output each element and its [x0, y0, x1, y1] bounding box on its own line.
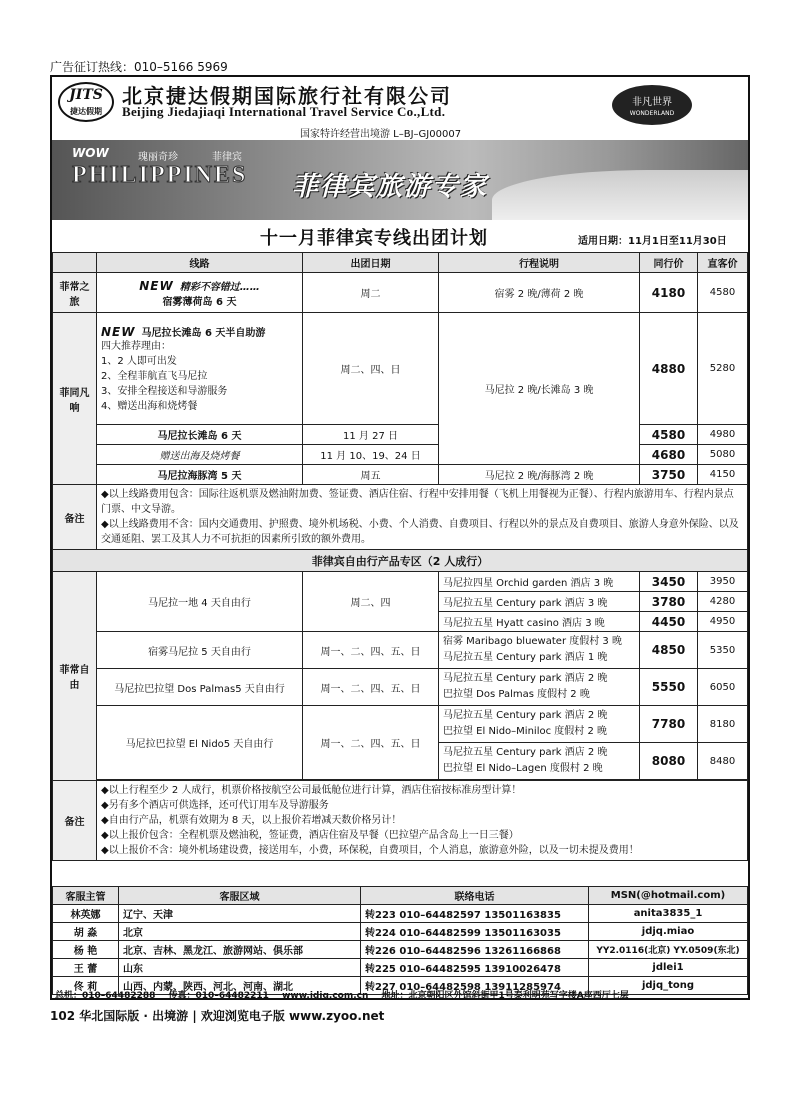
table-row	[53, 273, 748, 313]
contact-region: 辽宁、天津	[119, 905, 361, 923]
direct-price: 4150	[698, 465, 748, 485]
beach-image	[492, 170, 748, 220]
footer-address: 地址：北京朝阳区外馆斜街甲1号泰利明苑写字楼A座西厅七层	[381, 991, 629, 1001]
contact-name: 杨 艳	[53, 941, 119, 959]
header-direct-price: 直客价	[698, 253, 748, 273]
direct-price: 4280	[698, 592, 748, 612]
table-row	[53, 632, 748, 669]
date-cell: 周二	[303, 273, 439, 313]
notes-row	[53, 485, 748, 550]
company-name-en: Beijing Jiedajiaqi International Travel Service Co.,Ltd.	[122, 104, 446, 119]
jits-logo	[58, 82, 114, 122]
philippines-banner	[52, 140, 748, 220]
contact-header-row	[53, 887, 748, 905]
reasons-title: 四大推荐理由：	[101, 340, 171, 352]
note-item: ◆自由行产品，机票有效期为 8 天，以上报价若增减天数价格另计！	[101, 815, 402, 826]
contact-header: 客服主管	[53, 887, 119, 905]
note-item: ◆以上报价不含：境外机场建设费，接送用车，小费，环保税，自费项目，个人消息，旅游意外险，以及一切未提及费用！	[101, 845, 639, 856]
hotel-line: 巴拉望 Dos Palmas 度假村 2 晚	[443, 689, 590, 700]
direct-price: 4950	[698, 612, 748, 632]
wonder-cn: 非凡世界	[632, 97, 672, 108]
hotel-line: 马尼拉五星 Century park 酒店 2 晚	[443, 710, 608, 721]
contact-header: 客服区域	[119, 887, 361, 905]
table-row	[53, 465, 748, 485]
page-footer: 102 华北国际版 · 出境游 | 欢迎浏览电子版 www.zyoo.net	[50, 1009, 385, 1023]
contact-name: 林英娜	[53, 905, 119, 923]
direct-price: 8180	[698, 706, 748, 743]
footer-tel: 总机：010–64482288	[55, 991, 156, 1001]
peer-price: 4580	[640, 425, 698, 445]
hotel-cell: 马尼拉五星 Century park 酒店 3 晚	[439, 592, 640, 612]
date-cell: 周二、四、日	[303, 313, 439, 425]
free-travel-section-title: 菲律宾自由行产品专区（2 人成行）	[53, 550, 748, 572]
notes-cell	[97, 781, 748, 861]
date-cell: 周一、二、四、五、日	[303, 632, 439, 669]
note-item: ◆以上线路费用不含：国内交通费用、护照费、境外机场税、小费、个人消费、自费项目、行程以外的景点及自费项目、旅游人身意外保险、以及交通延阻、罢工及其人力不可抗拒的因素所引致的额外费用。	[101, 519, 739, 545]
route-cell	[97, 273, 303, 313]
note-label: 备注	[53, 485, 97, 550]
contact-table	[52, 886, 748, 995]
hotel-line: 巴拉望 El Nido–Lagen 度假村 2 晚	[443, 763, 603, 774]
contact-row	[53, 905, 748, 923]
contact-msn: jdlei1	[589, 959, 748, 977]
direct-price: 8480	[698, 743, 748, 780]
direct-price: 4580	[698, 273, 748, 313]
banner-slogan: 菲律宾旅游专家	[292, 172, 489, 202]
reason-item: 1、2 人即可出发	[101, 355, 177, 367]
desc-cell: 马尼拉 2 晚/海豚湾 2 晚	[439, 465, 640, 485]
peer-price: 4180	[640, 273, 698, 313]
wonderland-logo	[612, 85, 692, 125]
peer-price: 4880	[640, 313, 698, 425]
contact-msn: YY2.0116(北京) YY.0509(东北)	[589, 941, 748, 959]
peer-price: 4450	[640, 612, 698, 632]
contact-region: 北京	[119, 923, 361, 941]
contact-msn: anita3835_1	[589, 905, 748, 923]
reason-item: 4、赠送出海和烧烤餐	[101, 400, 198, 412]
hotel-cell	[439, 743, 640, 780]
banner-tag1: 瑰丽奇珍	[138, 152, 178, 163]
contact-name: 胡 淼	[53, 923, 119, 941]
route-name: 宿雾马尼拉 5 天自由行	[97, 632, 303, 669]
date-cell: 周一、二、四、五、日	[303, 706, 439, 780]
direct-price: 4980	[698, 425, 748, 445]
contact-phone: 转226 010–64482596 13261166868	[361, 941, 589, 959]
note-item: ◆以上行程至少 2 人成行，机票价格按航空公司最低舱位进行计算，酒店住宿按标准房型计算！	[101, 785, 522, 796]
new-badge: NEW	[139, 278, 174, 293]
apply-date: 适用日期：11月1日至11月30日	[578, 236, 727, 247]
promo-text: 精彩不容错过……	[179, 281, 260, 293]
company-name-cn: 北京捷达假期国际旅行社有限公司	[122, 84, 452, 108]
direct-price: 5280	[698, 313, 748, 425]
hotel-cell: 马尼拉四星 Orchid garden 酒店 3 晚	[439, 572, 640, 592]
date-cell: 周五	[303, 465, 439, 485]
header-date: 出团日期	[303, 253, 439, 273]
direct-price: 3950	[698, 572, 748, 592]
section-row	[53, 550, 748, 572]
hotel-cell	[439, 706, 640, 743]
hotel-cell	[439, 669, 640, 706]
contact-region: 山东	[119, 959, 361, 977]
category-label: 菲常之旅	[53, 273, 97, 313]
footer-web[interactable]: www.jdjq.com.cn	[282, 991, 369, 1001]
peer-price: 3450	[640, 572, 698, 592]
desc-cell: 宿雾 2 晚/薄荷 2 晚	[439, 273, 640, 313]
table-row	[53, 313, 748, 425]
category-label: 菲同凡响	[53, 313, 97, 485]
route-name: 宿雾薄荷岛 6 天	[162, 296, 237, 308]
hotel-cell	[439, 632, 640, 669]
contact-name: 佟 莉	[53, 977, 119, 995]
date-cell: 11 月 27 日	[303, 425, 439, 445]
plan-title: 十一月菲律宾专线出团计划	[260, 228, 488, 249]
desc-cell: 马尼拉 2 晚/长滩岛 3 晚	[439, 313, 640, 465]
new-badge: NEW	[101, 324, 136, 339]
logo-text: JITS	[69, 87, 103, 103]
hotel-line: 马尼拉五星 Century park 酒店 2 晚	[443, 673, 608, 684]
footer-fax: 传真：010–64482211	[168, 991, 269, 1001]
category-label: 菲常自由	[53, 572, 97, 781]
peer-price: 5550	[640, 669, 698, 706]
route-name: 马尼拉海豚湾 5 天	[97, 465, 303, 485]
contact-region: 北京、吉林、黑龙江、旅游网站、俱乐部	[119, 941, 361, 959]
hotel-line: 巴拉望 El Nido–Miniloc 度假村 2 晚	[443, 726, 607, 737]
route-name: 马尼拉巴拉望 Dos Palmas5 天自由行	[97, 669, 303, 706]
route-name: 马尼拉巴拉望 El Nido5 天自由行	[97, 706, 303, 780]
license-number: 国家特许经营出境游 L–BJ–GJ00007	[300, 129, 462, 140]
company-footer	[55, 988, 639, 1001]
notes-cell	[97, 485, 748, 550]
header-route: 线路	[97, 253, 303, 273]
header-desc: 行程说明	[439, 253, 640, 273]
table-row	[53, 445, 748, 465]
table-row	[53, 572, 748, 592]
gift-text: 赠送出海及烧烤餐	[97, 445, 303, 465]
hotel-line: 马尼拉五星 Century park 酒店 2 晚	[443, 747, 608, 758]
note-label: 备注	[53, 781, 97, 861]
contact-header: 联络电话	[361, 887, 589, 905]
direct-price: 6050	[698, 669, 748, 706]
note-item: ◆以上线路费用包含：国际往返机票及燃油附加费、签证费、酒店住宿、行程中安排用餐（飞机上用餐视为正餐）、行程内旅游用车、行程内景点门票、中文导游。	[101, 489, 734, 515]
contact-header: MSN(@hotmail.com)	[589, 887, 748, 905]
contact-phone: 转225 010–64482595 13910026478	[361, 959, 589, 977]
notes-row	[53, 781, 748, 861]
direct-price: 5350	[698, 632, 748, 669]
route-cell	[97, 313, 303, 425]
hotel-line: 马尼拉五星 Century park 酒店 1 晚	[443, 652, 608, 663]
reason-item: 2、全程菲航直飞马尼拉	[101, 370, 208, 382]
peer-price: 8080	[640, 743, 698, 780]
peer-price: 7780	[640, 706, 698, 743]
banner-wow: WOW	[72, 146, 109, 160]
contact-msn: jdjq.miao	[589, 923, 748, 941]
table-header-row	[53, 253, 748, 273]
contact-phone: 转227 010–64482598 13911285974	[361, 977, 589, 995]
hotel-cell: 马尼拉五星 Hyatt casino 酒店 3 晚	[439, 612, 640, 632]
header-cat	[53, 253, 97, 273]
hotel-line: 宿雾 Maribago bluewater 度假村 3 晚	[443, 636, 622, 647]
contact-msn: jdjq_tong	[589, 977, 748, 995]
tour-table	[52, 252, 748, 861]
peer-price: 4850	[640, 632, 698, 669]
date-cell: 11 月 10、19、24 日	[303, 445, 439, 465]
contact-row	[53, 959, 748, 977]
table-row	[53, 706, 748, 743]
ad-hotline: 广告征订热线：010–5166 5969	[50, 60, 228, 74]
direct-price: 5080	[698, 445, 748, 465]
banner-tag2: 菲律宾	[212, 152, 242, 163]
peer-price: 3780	[640, 592, 698, 612]
reason-item: 3、安排全程接送和导游服务	[101, 385, 228, 397]
logo-subtext: 捷达假期	[70, 106, 102, 116]
contact-region: 山西、内蒙、陕西、河北、河南、湖北	[119, 977, 361, 995]
route-name: 马尼拉一地 4 天自由行	[97, 572, 303, 632]
contact-row	[53, 923, 748, 941]
date-cell: 周一、二、四、五、日	[303, 669, 439, 706]
contact-row	[53, 941, 748, 959]
route-name: 马尼拉长滩岛 6 天	[97, 425, 303, 445]
note-item: ◆另有多个酒店可供选择，还可代订用车及导游服务	[101, 800, 329, 811]
contact-name: 王 蕾	[53, 959, 119, 977]
peer-price: 3750	[640, 465, 698, 485]
contact-phone: 转224 010–64482599 13501163035	[361, 923, 589, 941]
table-row	[53, 425, 748, 445]
peer-price: 4680	[640, 445, 698, 465]
wonder-en: WONDERLAND	[629, 110, 675, 117]
contact-phone: 转223 010–64482597 13501163835	[361, 905, 589, 923]
header-peer-price: 同行价	[640, 253, 698, 273]
route-name: 马尼拉长滩岛 6 天半自助游	[141, 327, 266, 339]
date-cell: 周二、四	[303, 572, 439, 632]
table-row	[53, 669, 748, 706]
banner-country: PHILIPPINES	[72, 162, 248, 188]
note-item: ◆以上报价包含：全程机票及燃油税，签证费，酒店住宿及早餐（巴拉望产品含岛上一日三餐）	[101, 830, 519, 841]
